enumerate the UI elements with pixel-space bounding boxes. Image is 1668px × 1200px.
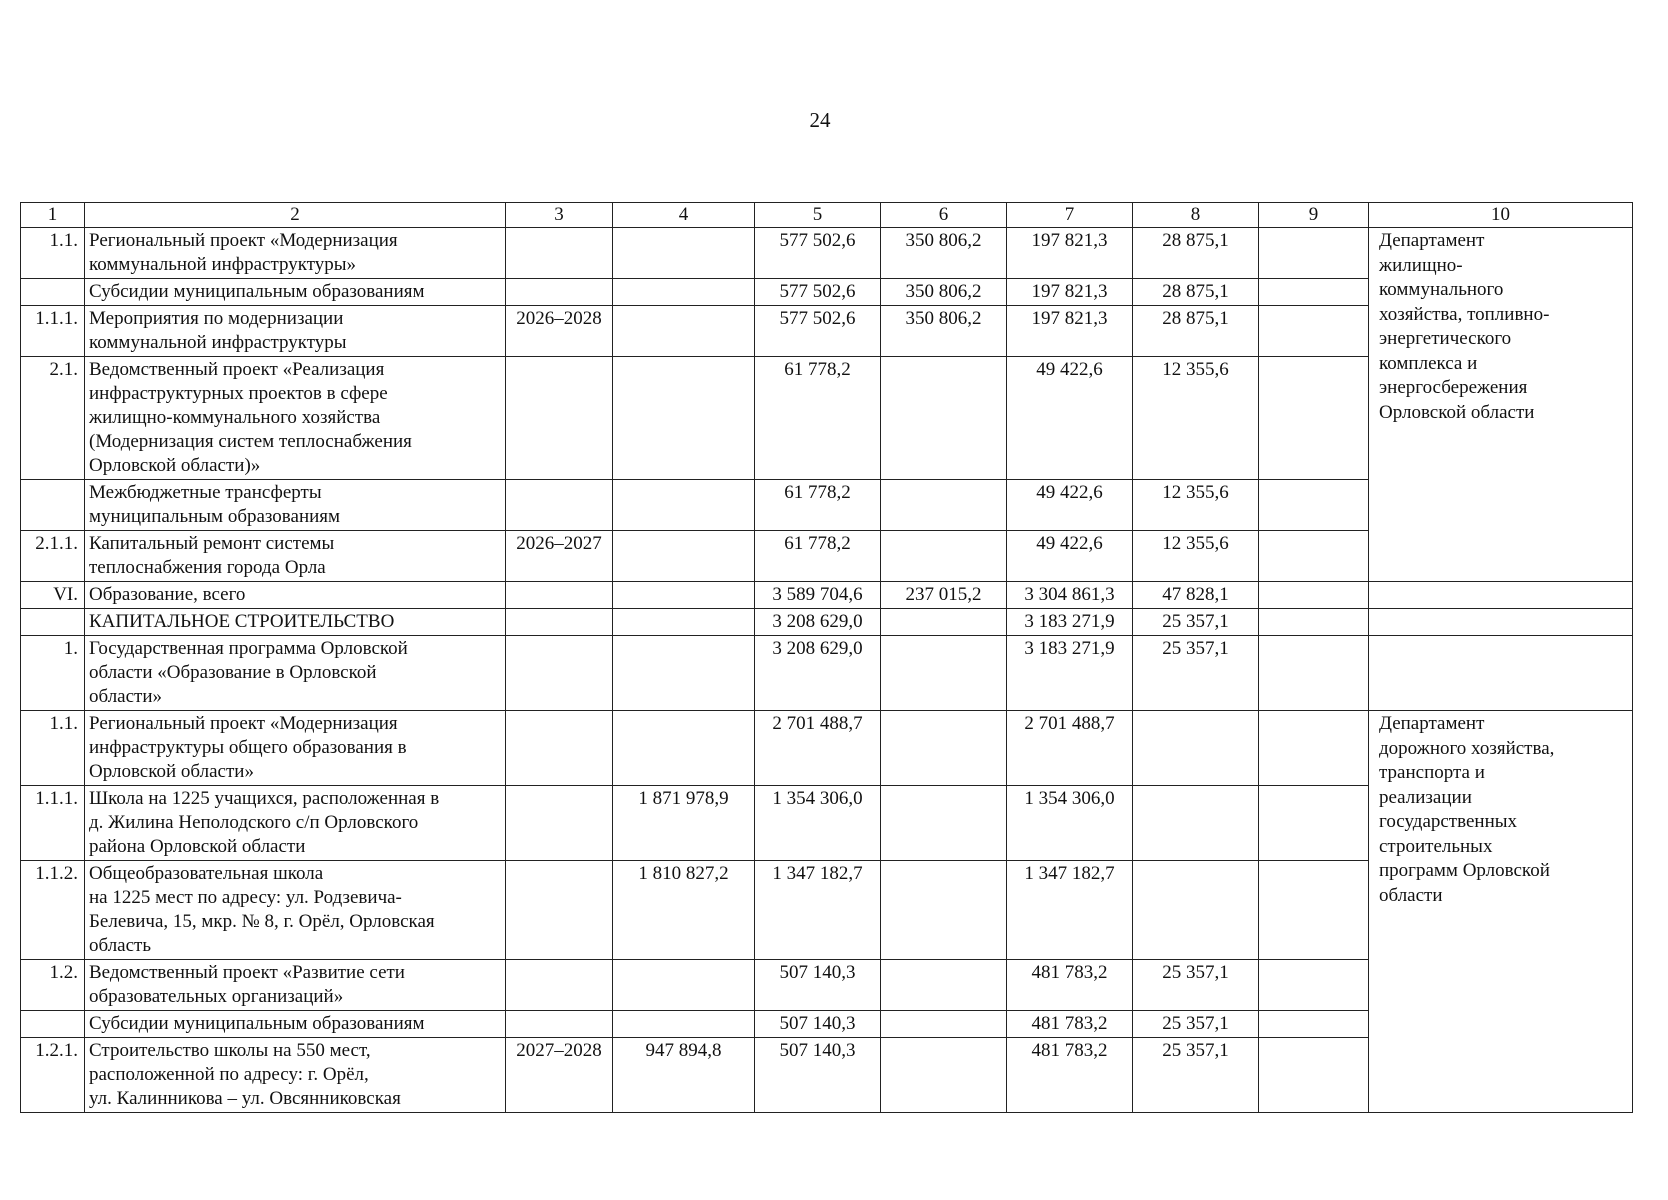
total-cell: 3 589 704,6	[755, 582, 881, 609]
period-cell	[506, 279, 613, 306]
other-cell	[1259, 609, 1369, 636]
table-row	[21, 228, 1633, 279]
header-cell: 5	[755, 203, 881, 228]
row-name-line: муниципальным образованиям	[89, 506, 341, 527]
municipal-cell: 28 875,1	[1133, 228, 1259, 279]
municipal-cell	[1133, 861, 1259, 960]
row-name-line: коммунальной инфраструктуры»	[89, 254, 357, 275]
row-name-line: теплоснабжения города Орла	[89, 557, 326, 578]
header-row	[21, 203, 1633, 228]
regional-cell: 3 183 271,9	[1007, 609, 1133, 636]
other-cell	[1259, 1038, 1369, 1113]
other-cell	[1259, 1011, 1369, 1038]
federal-cell: 350 806,2	[881, 228, 1007, 279]
regional-cell: 197 821,3	[1007, 279, 1133, 306]
federal-cell	[881, 531, 1007, 582]
federal-cell	[881, 609, 1007, 636]
period-cell	[506, 1011, 613, 1038]
federal-cell: 350 806,2	[881, 306, 1007, 357]
total-cell: 577 502,6	[755, 306, 881, 357]
municipal-cell: 25 357,1	[1133, 1038, 1259, 1113]
row-name-cell	[85, 1011, 506, 1038]
cost-cell	[613, 357, 755, 480]
cost-cell: 1 871 978,9	[613, 786, 755, 861]
regional-cell: 197 821,3	[1007, 228, 1133, 279]
federal-cell: 237 015,2	[881, 582, 1007, 609]
department-line: комплекса и	[1379, 352, 1478, 374]
department-line: энергетического	[1379, 328, 1512, 349]
header-cell: 1	[21, 203, 85, 228]
period-cell: 2027–2028	[506, 1038, 613, 1113]
municipal-cell: 25 357,1	[1133, 609, 1259, 636]
page-number: 24	[809, 108, 831, 132]
row-name-line: коммунальной инфраструктуры	[89, 332, 347, 353]
row-name-line: Государственная программа Орловской	[89, 638, 408, 659]
cost-cell	[613, 609, 755, 636]
row-name-line: района Орловской области	[89, 836, 306, 857]
other-cell	[1259, 480, 1369, 531]
row-name-line: образовательных организаций»	[89, 986, 344, 1007]
period-cell	[506, 582, 613, 609]
row-name-cell	[85, 636, 506, 711]
row-number-cell: VI.	[21, 582, 85, 609]
header-cell: 7	[1007, 203, 1133, 228]
total-cell: 577 502,6	[755, 279, 881, 306]
total-cell: 61 778,2	[755, 357, 881, 480]
row-number-cell: 1.1.	[21, 711, 85, 786]
row-name-line: Региональный проект «Модернизация	[89, 230, 398, 251]
regional-cell: 49 422,6	[1007, 531, 1133, 582]
department-line: дорожного хозяйства,	[1379, 737, 1555, 759]
department-line: строительных	[1379, 835, 1493, 857]
other-cell	[1259, 306, 1369, 357]
row-number-cell: 1.1.	[21, 228, 85, 279]
municipal-cell	[1133, 786, 1259, 861]
row-name-line: Региональный проект «Модернизация	[89, 713, 398, 734]
period-cell	[506, 357, 613, 480]
total-cell: 1 347 182,7	[755, 861, 881, 960]
empty-department-cell	[1369, 582, 1633, 609]
department-line: Орловской области	[1379, 401, 1535, 423]
row-name-line: Субсидии муниципальным образованиям	[89, 281, 425, 302]
row-name-line: жилищно-коммунального хозяйства	[89, 407, 381, 428]
cost-cell: 1 810 827,2	[613, 861, 755, 960]
federal-cell	[881, 1038, 1007, 1113]
row-name-line: Общеобразовательная школа	[89, 863, 324, 884]
responsible-department-cell	[1369, 711, 1633, 1113]
municipal-cell: 47 828,1	[1133, 582, 1259, 609]
row-name-line: Мероприятия по модернизации	[89, 308, 344, 329]
row-name-line: Ведомственный проект «Реализация	[89, 359, 385, 380]
cost-cell	[613, 711, 755, 786]
period-cell	[506, 480, 613, 531]
cost-cell	[613, 480, 755, 531]
regional-cell: 481 783,2	[1007, 1011, 1133, 1038]
row-name-line: инфраструктуры общего образования в	[89, 737, 407, 758]
regional-cell: 3 304 861,3	[1007, 582, 1133, 609]
department-line: Департамент	[1379, 230, 1485, 251]
header-cell: 10	[1369, 203, 1633, 228]
empty-department-cell	[1369, 609, 1633, 636]
row-number-cell: 1.1.1.	[21, 786, 85, 861]
other-cell	[1259, 636, 1369, 711]
header-cell: 9	[1259, 203, 1369, 228]
total-cell: 2 701 488,7	[755, 711, 881, 786]
row-name-line: инфраструктурных проектов в сфере	[89, 383, 388, 404]
row-number-cell: 2.1.	[21, 357, 85, 480]
row-name-cell	[85, 861, 506, 960]
municipal-cell: 25 357,1	[1133, 1011, 1259, 1038]
row-name-line: области «Образование в Орловской	[89, 662, 377, 683]
row-name-line: Капитальный ремонт системы	[89, 533, 335, 554]
row-number-cell: 1.	[21, 636, 85, 711]
row-number-cell: 1.2.	[21, 960, 85, 1011]
department-line: программ Орловской	[1379, 860, 1550, 881]
municipal-cell	[1133, 711, 1259, 786]
row-name-cell	[85, 480, 506, 531]
row-name-cell	[85, 1038, 506, 1113]
row-number-cell	[21, 480, 85, 531]
cost-cell	[613, 582, 755, 609]
total-cell: 1 354 306,0	[755, 786, 881, 861]
total-cell: 61 778,2	[755, 531, 881, 582]
department-line: реализации	[1379, 786, 1472, 808]
row-number-cell: 1.1.1.	[21, 306, 85, 357]
regional-cell: 1 347 182,7	[1007, 861, 1133, 960]
regional-cell: 1 354 306,0	[1007, 786, 1133, 861]
federal-cell	[881, 1011, 1007, 1038]
other-cell	[1259, 357, 1369, 480]
federal-cell	[881, 357, 1007, 480]
header-cell: 6	[881, 203, 1007, 228]
department-line: хозяйства, топливно-	[1379, 303, 1550, 325]
empty-department-cell	[1369, 636, 1633, 711]
period-cell	[506, 786, 613, 861]
federal-cell: 350 806,2	[881, 279, 1007, 306]
row-name-line: область	[89, 935, 152, 956]
row-name-cell	[85, 711, 506, 786]
table-row	[21, 609, 1633, 636]
municipal-cell: 12 355,6	[1133, 480, 1259, 531]
total-cell: 3 208 629,0	[755, 636, 881, 711]
regional-cell: 49 422,6	[1007, 480, 1133, 531]
budget-table	[20, 202, 1633, 1113]
row-name-line: д. Жилина Неполодского с/п Орловского	[89, 812, 419, 833]
other-cell	[1259, 279, 1369, 306]
regional-cell: 481 783,2	[1007, 960, 1133, 1011]
municipal-cell: 28 875,1	[1133, 306, 1259, 357]
row-name-line: Орловской области»	[89, 761, 254, 782]
row-name-cell	[85, 582, 506, 609]
municipal-cell: 25 357,1	[1133, 636, 1259, 711]
municipal-cell: 12 355,6	[1133, 357, 1259, 480]
period-cell	[506, 609, 613, 636]
header-cell: 8	[1133, 203, 1259, 228]
table-row	[21, 582, 1633, 609]
responsible-department-cell	[1369, 228, 1633, 582]
department-line: области	[1379, 884, 1443, 906]
federal-cell	[881, 480, 1007, 531]
regional-cell: 3 183 271,9	[1007, 636, 1133, 711]
department-line: государственных	[1379, 811, 1518, 832]
period-cell: 2026–2027	[506, 531, 613, 582]
total-cell: 507 140,3	[755, 1011, 881, 1038]
federal-cell	[881, 960, 1007, 1011]
period-cell	[506, 861, 613, 960]
table-row	[21, 711, 1633, 786]
row-number-cell	[21, 609, 85, 636]
department-line: энергосбережения	[1379, 377, 1528, 398]
row-name-line: Орловской области)»	[89, 455, 261, 476]
other-cell	[1259, 228, 1369, 279]
row-name-line: Межбюджетные трансферты	[89, 482, 322, 503]
federal-cell	[881, 861, 1007, 960]
period-cell	[506, 228, 613, 279]
department-line: транспорта и	[1379, 762, 1485, 783]
row-name-line: Белевича, 15, мкр. № 8, г. Орёл, Орловская	[89, 911, 435, 932]
regional-cell: 49 422,6	[1007, 357, 1133, 480]
row-name-line: ул. Калинникова – ул. Овсянниковская	[89, 1088, 401, 1109]
row-name-line: на 1225 мест по адресу: ул. Родзевича-	[89, 887, 402, 908]
department-line: коммунального	[1379, 279, 1504, 300]
row-name-cell	[85, 279, 506, 306]
municipal-cell: 25 357,1	[1133, 960, 1259, 1011]
row-name-line: области»	[89, 686, 163, 707]
period-cell	[506, 636, 613, 711]
federal-cell	[881, 636, 1007, 711]
cost-cell	[613, 306, 755, 357]
other-cell	[1259, 786, 1369, 861]
federal-cell	[881, 711, 1007, 786]
total-cell: 507 140,3	[755, 1038, 881, 1113]
total-cell: 61 778,2	[755, 480, 881, 531]
regional-cell: 481 783,2	[1007, 1038, 1133, 1113]
row-number-cell: 2.1.1.	[21, 531, 85, 582]
cost-cell	[613, 1011, 755, 1038]
total-cell: 3 208 629,0	[755, 609, 881, 636]
cost-cell: 947 894,8	[613, 1038, 755, 1113]
cost-cell	[613, 228, 755, 279]
row-name-line: Ведомственный проект «Развитие сети	[89, 962, 405, 983]
other-cell	[1259, 861, 1369, 960]
row-name-cell	[85, 228, 506, 279]
regional-cell: 197 821,3	[1007, 306, 1133, 357]
row-number-cell: 1.1.2.	[21, 861, 85, 960]
table-row	[21, 636, 1633, 711]
row-name-line: Образование, всего	[89, 584, 246, 605]
period-cell	[506, 960, 613, 1011]
row-name-line: Субсидии муниципальным образованиям	[89, 1013, 425, 1034]
header-cell: 4	[613, 203, 755, 228]
row-number-cell	[21, 1011, 85, 1038]
row-name-line: расположенной по адресу: г. Орёл,	[89, 1064, 369, 1085]
row-number-cell: 1.2.1.	[21, 1038, 85, 1113]
department-line: Департамент	[1379, 713, 1485, 734]
period-cell: 2026–2028	[506, 306, 613, 357]
department-line: жилищно-	[1379, 254, 1463, 276]
header-cell: 3	[506, 203, 613, 228]
other-cell	[1259, 531, 1369, 582]
row-name-cell	[85, 531, 506, 582]
other-cell	[1259, 960, 1369, 1011]
total-cell: 577 502,6	[755, 228, 881, 279]
cost-cell	[613, 636, 755, 711]
row-name-line: Школа на 1225 учащихся, расположенная в	[89, 788, 440, 809]
row-name-cell	[85, 357, 506, 480]
cost-cell	[613, 960, 755, 1011]
row-name-line: Строительство школы на 550 мест,	[89, 1040, 371, 1061]
row-name-cell	[85, 786, 506, 861]
cost-cell	[613, 531, 755, 582]
municipal-cell: 28 875,1	[1133, 279, 1259, 306]
row-number-cell	[21, 279, 85, 306]
other-cell	[1259, 711, 1369, 786]
regional-cell: 2 701 488,7	[1007, 711, 1133, 786]
cost-cell	[613, 279, 755, 306]
row-name-line: (Модернизация систем теплоснабжения	[89, 431, 412, 452]
other-cell	[1259, 582, 1369, 609]
row-name-line: КАПИТАЛЬНОЕ СТРОИТЕЛЬСТВО	[89, 611, 395, 632]
row-name-cell	[85, 609, 506, 636]
federal-cell	[881, 786, 1007, 861]
municipal-cell: 12 355,6	[1133, 531, 1259, 582]
header-cell: 2	[85, 203, 506, 228]
period-cell	[506, 711, 613, 786]
row-name-cell	[85, 960, 506, 1011]
total-cell: 507 140,3	[755, 960, 881, 1011]
row-name-cell	[85, 306, 506, 357]
